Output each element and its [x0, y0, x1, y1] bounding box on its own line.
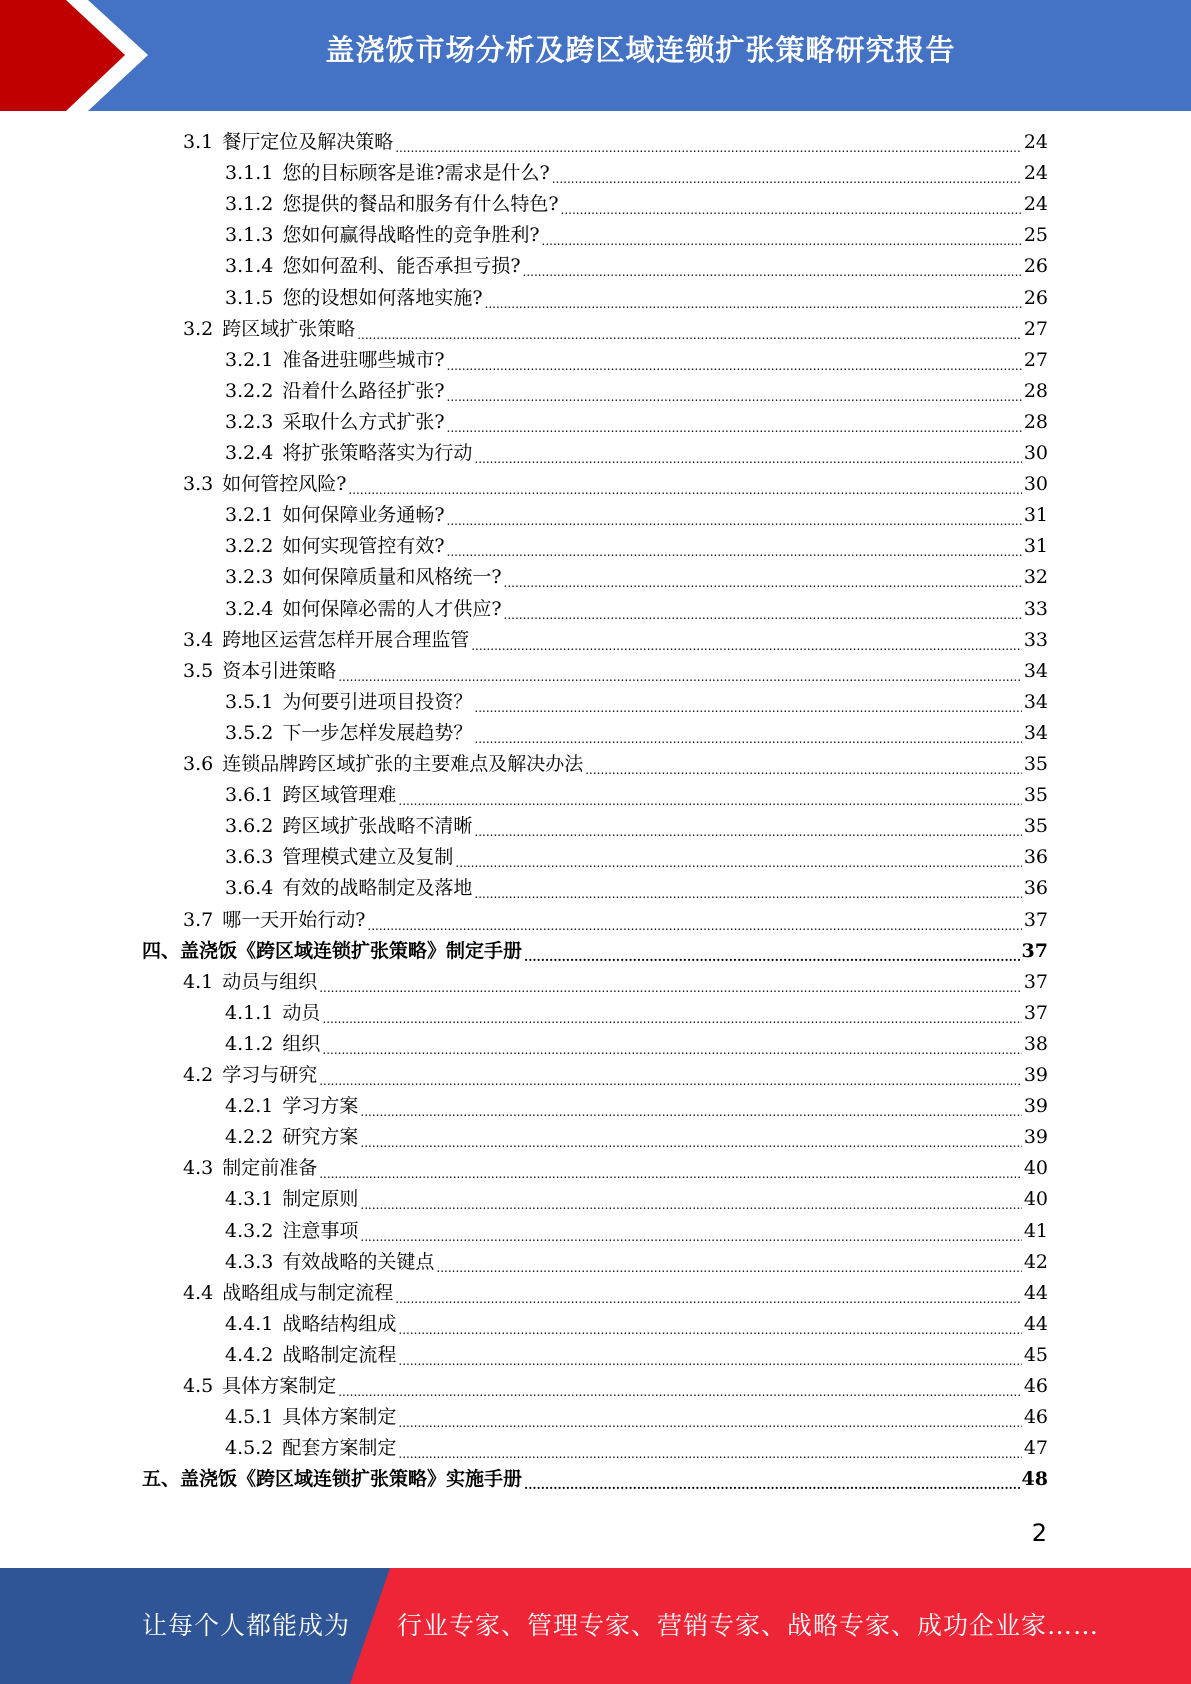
toc-entry-number: 4.1.2: [225, 1032, 274, 1055]
toc-entry-number: 3.4: [183, 628, 214, 651]
toc-entry[interactable]: [225, 220, 1048, 251]
toc-entry[interactable]: [225, 842, 1048, 873]
toc-entry[interactable]: [183, 905, 1048, 936]
toc-entry-title: 战略制定流程: [282, 1343, 397, 1366]
toc-entry-page: 39: [1023, 1064, 1048, 1086]
toc-entry-title: 餐厅定位及解决策略: [222, 131, 394, 153]
toc-entry-number: 4.1: [183, 970, 214, 993]
toc-entry-title: 为何要引进项目投资？: [282, 690, 473, 713]
toc-entry-number: 3.6.2: [225, 815, 274, 838]
toc-entry-page: 36: [1023, 877, 1048, 900]
toc-entry-title: 制定原则: [282, 1188, 359, 1211]
toc-entry[interactable]: [225, 500, 1048, 531]
toc-entry-title: 五、盖浇饭《跨区域连锁扩张策略》实施手册: [142, 1468, 523, 1491]
toc-entry-page: 37: [1023, 970, 1048, 993]
toc-entry[interactable]: [183, 1153, 1048, 1184]
toc-entry[interactable]: [225, 1247, 1048, 1278]
toc-entry[interactable]: [225, 158, 1048, 189]
toc-dot-leader: [524, 1470, 1020, 1501]
toc-entry-number: 3.2.1: [225, 504, 274, 527]
footer-slogan-left: 让每个人都能成为: [142, 1611, 351, 1640]
toc-entry[interactable]: [183, 1278, 1048, 1309]
toc-entry-page: 33: [1023, 628, 1048, 651]
toc-entry-page: 28: [1023, 410, 1048, 433]
toc-entry[interactable]: [142, 936, 1048, 967]
toc-entry-title: 管理模式建立及复制: [282, 846, 454, 869]
toc-entry-page: 45: [1023, 1343, 1048, 1366]
toc-entry-title: 您如何盈利、能否承担亏损?: [282, 255, 521, 278]
page-number: 2: [1031, 1519, 1047, 1547]
toc-entry-title: 连锁品牌跨区域扩张的主要难点及解决办法: [222, 753, 584, 775]
toc-entry-number: 4.2.1: [225, 1095, 274, 1118]
toc-entry-page: 34: [1023, 659, 1048, 682]
toc-entry[interactable]: [225, 1122, 1048, 1153]
toc-entry-title: 战略结构组成: [282, 1312, 397, 1335]
toc-entry-page: 36: [1023, 846, 1048, 869]
toc-entry-page: 37: [1021, 939, 1048, 962]
toc-entry[interactable]: [225, 1216, 1048, 1247]
toc-entry-number: 3.6: [183, 753, 214, 775]
toc-entry-title: 组织: [282, 1032, 321, 1055]
toc-entry-page: 40: [1023, 1188, 1048, 1211]
toc-entry-number: 4.2.2: [225, 1126, 274, 1149]
toc-entry-title: 研究方案: [282, 1126, 359, 1149]
toc-entry-page: 30: [1023, 442, 1048, 464]
toc-entry-title: 制定前准备: [222, 1157, 318, 1180]
toc-entry[interactable]: [142, 1464, 1048, 1495]
toc-entry[interactable]: [183, 127, 1048, 158]
toc-entry-number: 4.5.1: [225, 1406, 274, 1429]
toc-entry-number: 3.1.1: [225, 162, 274, 185]
toc-entry-number: 3.2.4: [225, 442, 274, 464]
toc-entry-page: 44: [1023, 1281, 1048, 1304]
toc-entry[interactable]: [225, 1340, 1048, 1371]
toc-entry-page: 30: [1023, 473, 1048, 496]
toc-entry-number: 3.6.1: [225, 784, 274, 807]
toc-entry-number: 4.5.2: [225, 1437, 274, 1460]
toc-entry-title: 如何保障质量和风格统一?: [282, 566, 502, 589]
toc-entry-title: 跨区域扩张战略不清晰: [282, 815, 473, 838]
toc-entry-number: 3.1.4: [225, 255, 274, 278]
toc-entry-number: 3.2.1: [225, 348, 274, 371]
report-title: 盖浇饭市场分析及跨区域连锁扩张策略研究报告: [325, 33, 956, 67]
toc-entry-title: 有效的战略制定及落地: [282, 877, 473, 900]
toc-entry-number: 4.4: [183, 1281, 214, 1304]
toc-entry-page: 26: [1023, 255, 1048, 278]
toc-entry-page: 47: [1023, 1437, 1048, 1460]
toc-entry-page: 39: [1023, 1126, 1048, 1149]
toc-entry-number: 3.3: [183, 473, 214, 496]
toc-entry-number: 3.1.5: [225, 286, 274, 309]
toc-entry-number: 3.1: [183, 131, 214, 153]
toc-entry-page: 31: [1023, 535, 1048, 558]
toc-entry[interactable]: [225, 1309, 1048, 1340]
toc-entry-page: 39: [1023, 1095, 1048, 1118]
toc-entry-page: 24: [1023, 162, 1048, 185]
toc-entry-number: 4.3.1: [225, 1188, 274, 1211]
toc-entry-title: 动员: [282, 1001, 321, 1024]
toc-entry-page: 41: [1023, 1219, 1048, 1242]
toc-entry-page: 37: [1023, 908, 1048, 931]
toc-entry[interactable]: [225, 1184, 1048, 1215]
toc-entry[interactable]: [183, 1060, 1048, 1091]
toc-entry-number: 3.7: [183, 908, 214, 931]
toc-entry-number: 3.2.4: [225, 597, 274, 620]
toc-entry-page: 31: [1023, 504, 1048, 527]
toc-entry[interactable]: [225, 811, 1048, 842]
toc-entry-title: 跨地区运营怎样开展合理监管: [222, 628, 470, 651]
toc-entry-title: 如何管控风险?: [222, 473, 347, 496]
toc-entry-number: 4.1.1: [225, 1001, 274, 1024]
toc-entry-title: 学习方案: [282, 1095, 359, 1118]
toc-entry-number: 3.2.2: [225, 535, 274, 558]
toc-entry-number: 3.1.2: [225, 193, 274, 216]
toc-entry-page: 48: [1021, 1468, 1048, 1491]
toc-entry-number: 4.3: [183, 1157, 214, 1180]
toc-entry-title: 四、盖浇饭《跨区域连锁扩张策略》制定手册: [142, 939, 523, 962]
header-arrow-decoration: [0, 0, 150, 111]
toc-entry-title: 将扩张策略落实为行动: [282, 442, 473, 464]
toc-entry[interactable]: [225, 687, 1048, 718]
toc-entry-title: 您提供的餐品和服务有什么特色?: [282, 193, 559, 216]
toc-entry[interactable]: [225, 1402, 1048, 1433]
toc-entry[interactable]: [225, 1091, 1048, 1122]
toc-entry-number: 3.2.2: [225, 379, 274, 402]
toc-entry-number: 4.4.2: [225, 1343, 274, 1366]
toc-entry-page: 24: [1023, 193, 1048, 216]
toc-entry-number: 4.3.3: [225, 1250, 274, 1273]
toc-entry[interactable]: [225, 438, 1048, 469]
toc-entry-number: 3.5: [183, 659, 214, 682]
toc-entry[interactable]: [225, 283, 1048, 314]
toc-entry-number: 3.2.3: [225, 410, 274, 433]
toc-entry[interactable]: [225, 1029, 1048, 1060]
toc-entry-page: 26: [1023, 286, 1048, 309]
toc-entry[interactable]: [183, 656, 1048, 687]
toc-entry-page: 24: [1023, 131, 1048, 153]
toc-entry-number: 4.5: [183, 1375, 214, 1397]
toc-entry[interactable]: [225, 189, 1048, 220]
toc-entry-title: 具体方案制定: [222, 1375, 337, 1397]
toc-entry-title: 跨区域扩张策略: [222, 317, 356, 340]
toc-entry-title: 有效战略的关键点: [282, 1250, 435, 1273]
toc-entry-title: 沿着什么路径扩张?: [282, 379, 445, 402]
toc-entry[interactable]: [225, 998, 1048, 1029]
toc-entry-page: 34: [1023, 690, 1048, 713]
toc-entry-page: 40: [1023, 1157, 1048, 1180]
toc-entry[interactable]: [183, 314, 1048, 345]
toc-entry-title: 战略组成与制定流程: [222, 1281, 394, 1304]
toc-entry-page: 42: [1023, 1250, 1048, 1273]
toc-entry-title: 采取什么方式扩张?: [282, 410, 445, 433]
toc-entry-title: 如何实现管控有效?: [282, 535, 445, 558]
toc-entry-page: 44: [1023, 1312, 1048, 1335]
toc-entry[interactable]: [225, 345, 1048, 376]
toc-entry-page: 46: [1023, 1375, 1048, 1397]
toc-entry-title: 资本引进策略: [222, 659, 337, 682]
toc-entry-number: 4.3.2: [225, 1219, 274, 1242]
header-banner: [0, 0, 1191, 111]
toc-entry-page: 27: [1023, 317, 1048, 340]
toc-entry-number: 3.1.3: [225, 224, 274, 247]
toc-entry-page: 25: [1023, 224, 1048, 247]
toc-entry-title: 您如何赢得战略性的竞争胜利?: [282, 224, 540, 247]
toc-entry-title: 动员与组织: [222, 970, 318, 993]
toc-entry-title: 哪一天开始行动?: [222, 908, 366, 931]
toc-entry-number: 3.5.1: [225, 690, 274, 713]
toc-entry-title: 注意事项: [282, 1219, 359, 1242]
toc-entry-number: 3.6.3: [225, 846, 274, 869]
toc-entry-page: 35: [1023, 753, 1048, 775]
toc-entry-page: 32: [1023, 566, 1048, 589]
toc-entry-page: 28: [1023, 379, 1048, 402]
toc-entry-title: 如何保障必需的人才供应?: [282, 597, 502, 620]
toc-entry-title: 如何保障业务通畅?: [282, 504, 445, 527]
toc-entry-number: 3.2: [183, 317, 214, 340]
toc-entry-page: 38: [1023, 1032, 1048, 1055]
toc-entry-page: 37: [1023, 1001, 1048, 1024]
toc-entry-page: 34: [1023, 721, 1048, 744]
toc-entry-title: 下一步怎样发展趋势？: [282, 721, 473, 744]
toc-entry-title: 您的目标顾客是谁?需求是什么?: [282, 162, 550, 185]
toc-entry-number: 3.6.4: [225, 877, 274, 900]
toc-entry-number: 3.2.3: [225, 566, 274, 589]
footer-slogan-right: 行业专家、管理专家、营销专家、战略专家、成功企业家……: [397, 1611, 1100, 1640]
toc-entry[interactable]: [183, 625, 1048, 656]
toc-entry[interactable]: [183, 967, 1048, 998]
toc-entry-title: 学习与研究: [222, 1064, 318, 1086]
toc-entry-page: 35: [1023, 815, 1048, 838]
toc-entry-page: 33: [1023, 597, 1048, 620]
toc-entry-title: 准备进驻哪些城市?: [282, 348, 445, 371]
toc-entry[interactable]: [225, 780, 1048, 811]
toc-entry[interactable]: [225, 251, 1048, 282]
toc-entry-title: 配套方案制定: [282, 1437, 397, 1460]
toc-entry[interactable]: [225, 562, 1048, 593]
toc-entry[interactable]: [225, 594, 1048, 625]
toc-entry[interactable]: [183, 749, 1048, 780]
toc-entry[interactable]: [225, 873, 1048, 904]
toc-entry[interactable]: [225, 718, 1048, 749]
toc-entry-page: 27: [1023, 348, 1048, 371]
toc-entry-page: 46: [1023, 1406, 1048, 1429]
toc-entry-title: 具体方案制定: [282, 1406, 397, 1429]
toc-entry-page: 35: [1023, 784, 1048, 807]
toc-entry[interactable]: [183, 1371, 1048, 1402]
toc-entry-number: 3.5.2: [225, 721, 274, 744]
toc-entry-number: 4.2: [183, 1064, 214, 1086]
toc-entry[interactable]: [183, 469, 1048, 500]
toc-entry-title: 跨区域管理难: [282, 784, 397, 807]
footer-banner: [0, 1568, 1191, 1684]
toc-entry[interactable]: [225, 407, 1048, 438]
toc-entry[interactable]: [225, 376, 1048, 407]
toc-entry[interactable]: [225, 1433, 1048, 1464]
toc-entry[interactable]: [225, 531, 1048, 562]
toc-entry-title: 您的设想如何落地实施?: [282, 286, 483, 309]
toc-entry-number: 4.4.1: [225, 1312, 274, 1335]
